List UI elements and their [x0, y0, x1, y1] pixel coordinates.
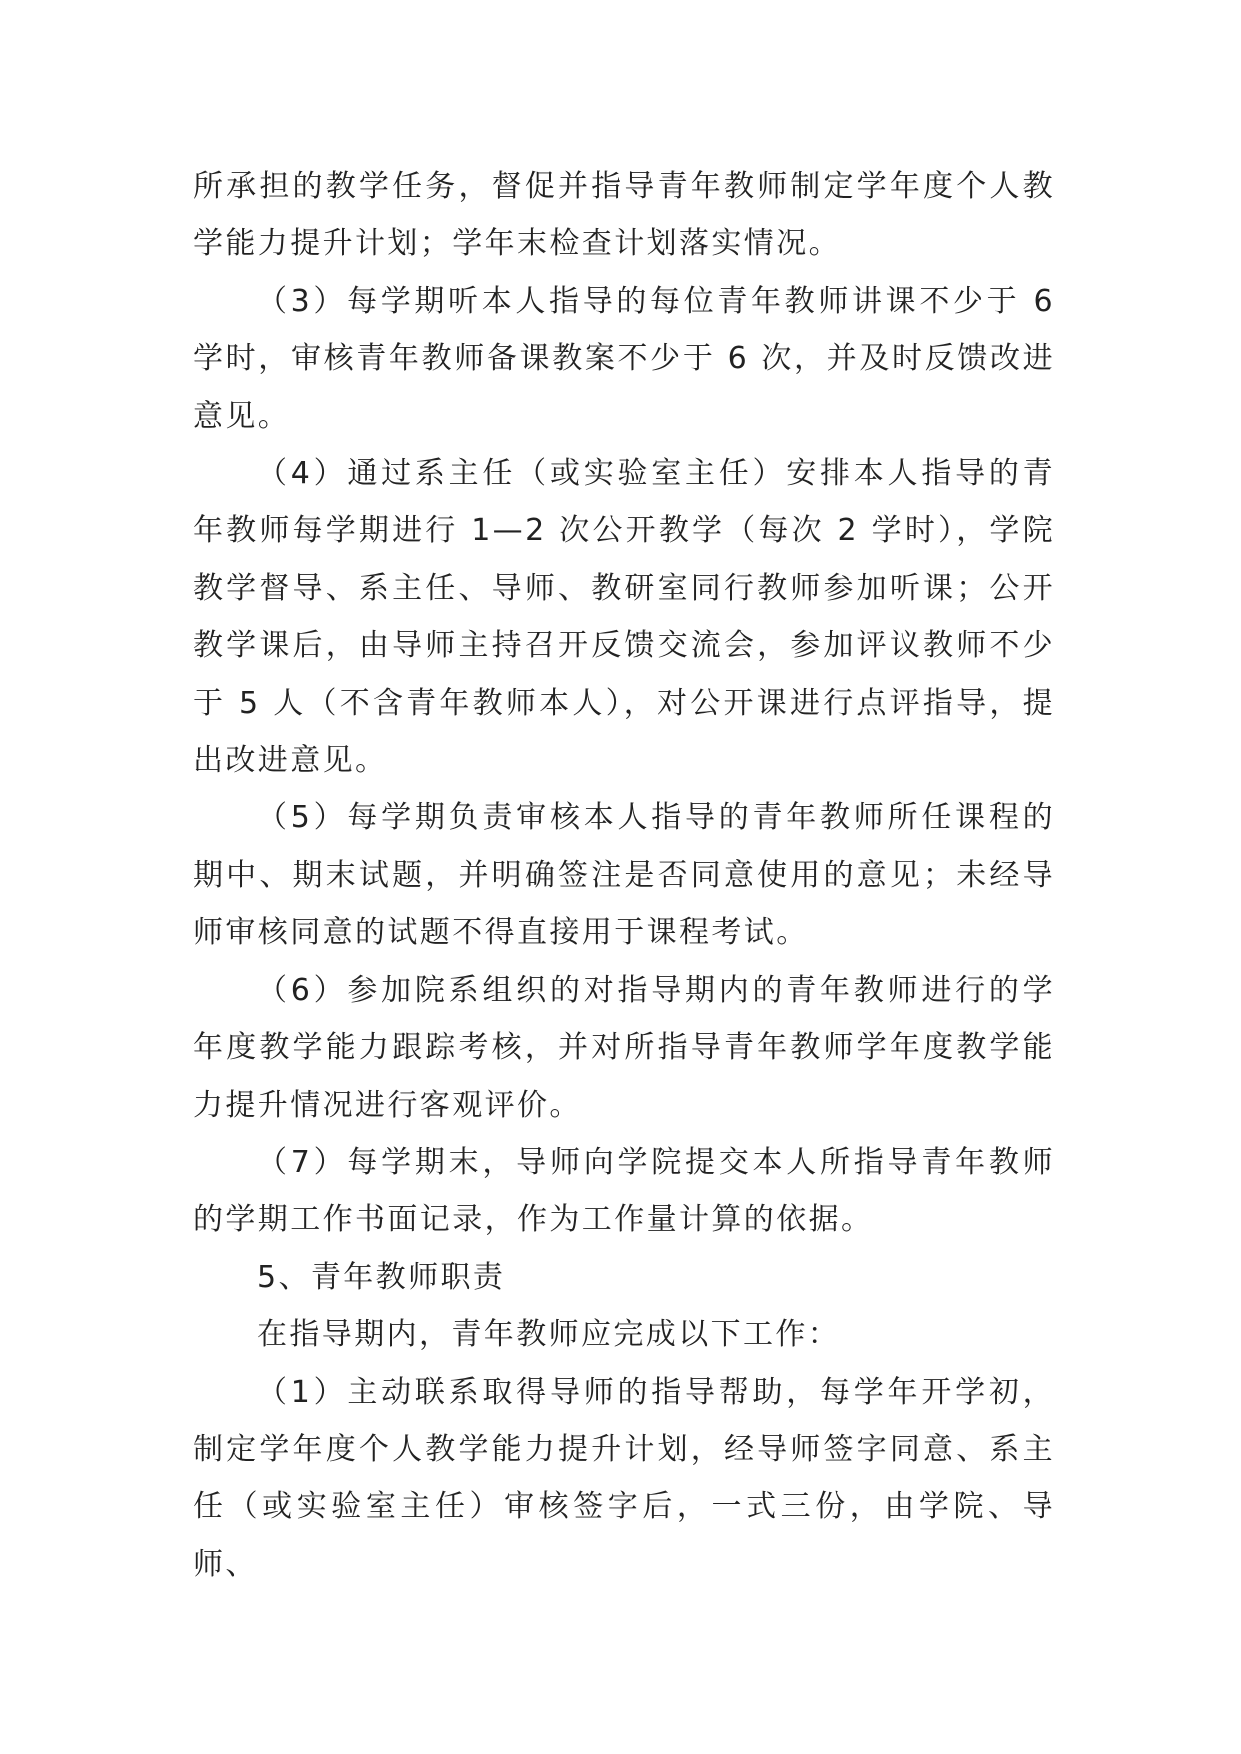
paragraph-intro: 在指导期内，青年教师应完成以下工作：: [257, 1317, 841, 1353]
paragraph-item-6: （6）参加院系组织的对指导期内的青年教师进行的学年度教学能力跟踪考核，并对所指导青年教师学年度教学能力提升情况进行客观评价。: [193, 972, 1055, 1123]
paragraph-continued-task: 所承担的教学任务，督促并指导青年教师制定学年度个人教学能力提升计划；学年末检查计划落实情况。: [193, 169, 1055, 262]
paragraph-item-4: （4）通过系主任（或实验室主任）安排本人指导的青年教师每学期进行 1—2 次公开教学（每次 2 学时），学院教学督导、系主任、导师、教研室同行教师参加听课；公开教学课后，由导师主持召开反馈交流会，参加评议教师不少于 5 人（不含青年教师本人），对公开课进行点评指导，提出改进意见。: [193, 456, 1055, 779]
paragraph-item-7: （7）每学期末，导师向学院提交本人所指导青年教师的学期工作书面记录，作为工作量计算的依据。: [193, 1144, 1055, 1238]
section-heading-young-teacher-duties: 5、青年教师职责: [257, 1259, 506, 1295]
paragraph-item-3: （3）每学期听本人指导的每位青年教师讲课不少于 6 学时，审核青年教师备课教案不少于 6 次，并及时反馈改进意见。: [193, 283, 1055, 434]
paragraph-young-item-1: （1）主动联系取得导师的指导帮助，每学年开学初，制定学年度个人教学能力提升计划，经导师签字同意、系主任（或实验室主任）审核签字后，一式三份，由学院、导师、: [193, 1374, 1055, 1582]
document-body: [193, 158, 1055, 1593]
paragraph-item-5: （5）每学期负责审核本人指导的青年教师所任课程的期中、期末试题，并明确签注是否同意使用的意见；未经导师审核同意的试题不得直接用于课程考试。: [193, 800, 1055, 951]
